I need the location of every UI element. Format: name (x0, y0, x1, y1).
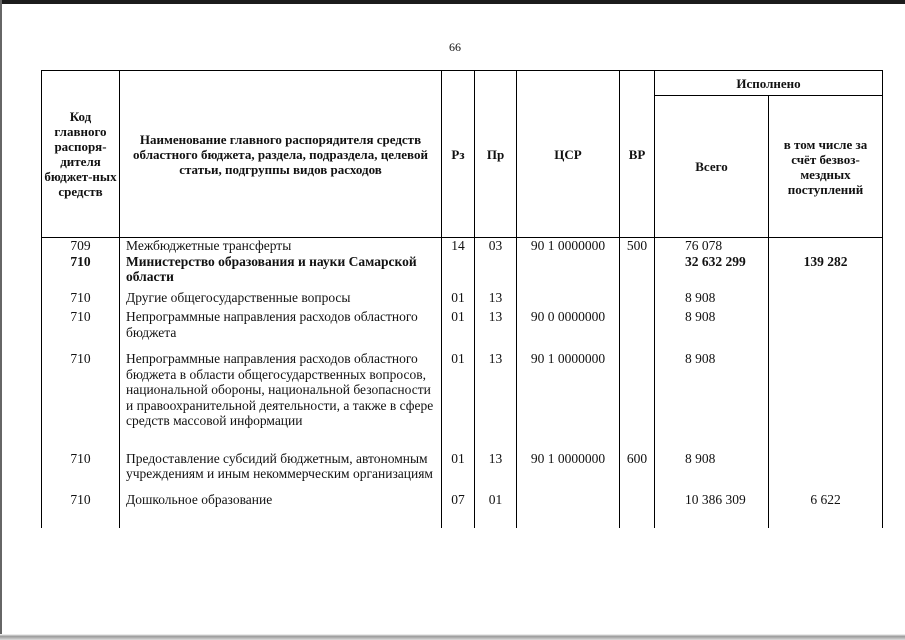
cell-csr: 90 0 0000000 (517, 305, 620, 340)
cell-rz: 14 (442, 238, 475, 254)
cell-incl: 6 622 (769, 492, 883, 528)
cell-incl: 139 282 (769, 254, 883, 285)
cell-pr: 13 (475, 451, 517, 492)
cell-code: 709 (42, 238, 120, 254)
cell-total: 76 078 (655, 238, 769, 254)
cell-pr: 13 (475, 340, 517, 451)
cell-code: 710 (42, 285, 120, 306)
header-vr: ВР (620, 71, 655, 238)
cell-vr (620, 340, 655, 451)
table-row (42, 340, 883, 451)
table-row (42, 451, 883, 492)
header-total: Всего (655, 96, 769, 238)
cell-rz: 07 (442, 492, 475, 528)
cell-code: 710 (42, 451, 120, 492)
header-pr: Пр (475, 71, 517, 238)
cell-total: 32 632 299 (655, 254, 769, 285)
cell-vr (620, 305, 655, 340)
cell-csr: 90 1 0000000 (517, 451, 620, 492)
table-row (42, 305, 883, 340)
cell-rz: 01 (442, 340, 475, 451)
cell-name: Министерство образования и науки Самарской области (120, 254, 442, 285)
cell-vr: 500 (620, 238, 655, 254)
cell-total: 8 908 (655, 451, 769, 492)
cell-name: Предоставление субсидий бюджетным, автономным учреждениям и иным некоммерческим организациям (120, 451, 442, 492)
cell-code: 710 (42, 305, 120, 340)
cell-name: Дошкольное образование (120, 492, 442, 528)
table-row (42, 285, 883, 306)
header-name: Наименование главного распорядителя средств областного бюджета, раздела, подраздела, целевой статьи, подгруппы видов расходов (120, 71, 442, 238)
cell-code: 710 (42, 254, 120, 285)
cell-incl (769, 238, 883, 254)
cell-incl (769, 305, 883, 340)
scan-left-edge (0, 0, 2, 640)
cell-code: 710 (42, 492, 120, 528)
cell-name: Непрограммные направления расходов областного бюджета (120, 305, 442, 340)
cell-vr (620, 492, 655, 528)
cell-pr: 03 (475, 238, 517, 254)
cell-total: 8 908 (655, 285, 769, 306)
cell-total: 10 386 309 (655, 492, 769, 528)
header-executed: Исполнено (655, 71, 883, 96)
cell-rz (442, 254, 475, 285)
cell-vr (620, 254, 655, 285)
cell-csr: 90 1 0000000 (517, 238, 620, 254)
header-csr: ЦСР (517, 71, 620, 238)
header-rz: Рз (442, 71, 475, 238)
cell-incl (769, 340, 883, 451)
cell-incl (769, 451, 883, 492)
cell-csr (517, 285, 620, 306)
cell-csr (517, 254, 620, 285)
scan-top-edge (0, 0, 905, 4)
cell-name: Другие общегосударственные вопросы (120, 285, 442, 306)
cell-csr (517, 492, 620, 528)
table-row (42, 254, 883, 285)
scan-bottom-edge (0, 634, 905, 640)
cell-rz: 01 (442, 451, 475, 492)
header-code: Код главного распоря-дителя бюджет-ных средств (42, 71, 120, 238)
cell-rz: 01 (442, 285, 475, 306)
cell-pr: 01 (475, 492, 517, 528)
cell-name: Непрограммные направления расходов областного бюджета в области общегосударственных вопросов, национальной обороны, национальной безопасности и правоохранительной деятельности, а также в сфере средств массовой информации (120, 340, 442, 451)
cell-incl (769, 285, 883, 306)
cell-pr: 13 (475, 285, 517, 306)
cell-vr: 600 (620, 451, 655, 492)
cell-vr (620, 285, 655, 306)
table-row (42, 238, 883, 254)
table-row (42, 492, 883, 528)
page-number: 66 (449, 40, 461, 54)
cell-code: 710 (42, 340, 120, 451)
cell-pr: 13 (475, 305, 517, 340)
cell-total: 8 908 (655, 340, 769, 451)
cell-pr (475, 254, 517, 285)
cell-name: Межбюджетные трансферты (120, 238, 442, 254)
cell-total: 8 908 (655, 305, 769, 340)
cell-csr: 90 1 0000000 (517, 340, 620, 451)
budget-table (41, 70, 883, 528)
header-incl: в том числе за счёт безвоз-мездных поступлений (769, 96, 883, 238)
cell-rz: 01 (442, 305, 475, 340)
